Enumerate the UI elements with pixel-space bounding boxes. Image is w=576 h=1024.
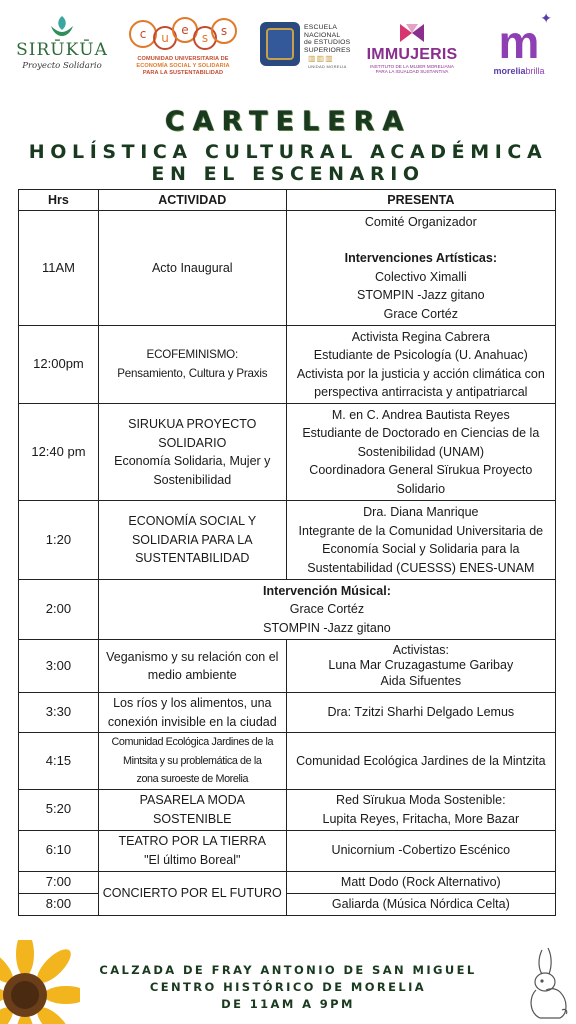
presenta-line: Activistas: bbox=[392, 642, 449, 657]
enes-columns-icon: ▥▥▥ bbox=[308, 54, 334, 63]
morelia-word2: brilla bbox=[525, 66, 545, 76]
presenta-line: Economía Social y Solidaria para la bbox=[322, 542, 520, 556]
presenta-line: perspectiva antirracista y antipatriarcal bbox=[314, 385, 528, 399]
enes-line3: de ESTUDIOS bbox=[304, 39, 351, 47]
row-presenta: Dra: Tzitzi Sharhi Delgado Lemus bbox=[286, 693, 555, 733]
presenta-line: Sustentabilidad (CUESSS) ENES-UNAM bbox=[307, 560, 535, 575]
enes-line4: SUPERIORES bbox=[304, 46, 351, 54]
presenta-line: Activista por la justicia y acción climática con bbox=[296, 366, 545, 381]
presenta-line: Activista Regina Cabrera bbox=[351, 329, 490, 344]
activity-line: Pensamiento, Cultura y Praxis bbox=[117, 366, 268, 380]
row-presenta bbox=[286, 640, 555, 693]
header-hrs: Hrs bbox=[19, 190, 99, 211]
activity-line: SIRUKUA PROYECTO SOLIDARIO bbox=[128, 417, 257, 450]
activity-line: ECONOMÍA SOCIAL Y bbox=[128, 514, 257, 529]
logos-row bbox=[0, 10, 576, 90]
row-presenta bbox=[286, 211, 555, 326]
presenta-line: M. en C. Andrea Bautista Reyes bbox=[331, 407, 510, 422]
footer-line1: CALZADA DE FRAY ANTONIO DE SAN MIGUEL bbox=[99, 963, 477, 977]
sirukua-sub: Proyecto Solidario bbox=[22, 61, 102, 71]
table-row bbox=[19, 733, 556, 790]
presenta-line: Sostenibilidad (UNAM) bbox=[357, 444, 485, 459]
activity-line: Comunidad Ecológica Jardines de la bbox=[111, 736, 274, 748]
svg-text:s: s bbox=[201, 31, 209, 45]
enes-line1: ESCUELA bbox=[304, 24, 338, 31]
row-time: 5:20 bbox=[19, 789, 99, 830]
activity-line: Mintsita y su problemática de la bbox=[123, 754, 262, 767]
cuesss-circles-icon bbox=[125, 14, 241, 56]
presenta-line: Aida Sifuentes bbox=[380, 673, 462, 688]
activity-line: Economía Solidaria, Mujer y bbox=[114, 454, 271, 468]
morelia-wordmark bbox=[478, 66, 560, 76]
row-time: 6:10 bbox=[19, 830, 99, 871]
row-presenta: Comunidad Ecológica Jardines de la Mintzita bbox=[286, 733, 555, 790]
activity-line: Los ríos y los alimentos, una bbox=[113, 696, 272, 710]
enes-small: UNIDAD MORELIA bbox=[308, 64, 347, 69]
row-activity bbox=[98, 830, 286, 871]
table-row bbox=[19, 211, 556, 326]
activity-line: Sostenibilidad bbox=[153, 472, 232, 487]
table-row bbox=[19, 580, 556, 640]
table-row bbox=[19, 404, 556, 501]
row-time: 3:00 bbox=[19, 640, 99, 693]
immujeris-name: IMMUJERIS bbox=[366, 46, 458, 63]
presenta-line: Estudiante de Psicología (U. Anahuac) bbox=[313, 348, 528, 362]
presenta-line: Colectivo Ximalli bbox=[374, 269, 467, 284]
row-activity: Acto Inaugural bbox=[98, 211, 286, 326]
row-activity bbox=[98, 640, 286, 693]
row-activity bbox=[98, 326, 286, 404]
row-time: 7:00 bbox=[19, 871, 99, 893]
unam-seal-icon bbox=[260, 22, 300, 66]
row-presenta: Galiarda (Música Nórdica Celta) bbox=[286, 893, 555, 915]
svg-text:c: c bbox=[139, 27, 147, 41]
row-activity: CONCIERTO POR EL FUTURO bbox=[98, 871, 286, 915]
immujeris-sub1: INSTITUTO DE LA MUJER MORELIANA bbox=[370, 64, 454, 69]
enes-line2: NACIONAL bbox=[304, 31, 341, 39]
presenta-line: Integrante de la Comunidad Universitaria de bbox=[298, 523, 544, 538]
activity-line: SOLIDARIA PARA LA bbox=[131, 532, 253, 547]
rabbit-illustration bbox=[522, 946, 572, 1022]
row-activity: PASARELA MODA SOSTENIBLE bbox=[98, 789, 286, 830]
svg-text:e: e bbox=[181, 23, 189, 37]
table-row bbox=[19, 326, 556, 404]
presenta-line: Estudiante de Doctorado en Ciencias de la bbox=[302, 426, 540, 441]
table-header-row bbox=[19, 190, 556, 211]
svg-text:u: u bbox=[161, 31, 169, 45]
footer-address bbox=[0, 962, 576, 1013]
presenta-line: STOMPIN -Jazz gitano bbox=[357, 288, 485, 303]
page-subtitle-1: HOLÍSTICA CULTURAL ACADÉMICA bbox=[28, 141, 548, 163]
table-row bbox=[19, 871, 556, 893]
row-time: 12:40 pm bbox=[19, 404, 99, 501]
activity-line: Veganismo y su relación con el bbox=[106, 649, 279, 664]
presenta-line: Lupita Reyes, Fritacha, More Bazar bbox=[322, 811, 520, 826]
activity-line: "El último Boreal" bbox=[144, 852, 241, 867]
merged-line: STOMPIN -Jazz gitano bbox=[263, 620, 391, 635]
merged-line: Grace Cortéz bbox=[289, 602, 365, 617]
activity-line: SUSTENTABILIDAD bbox=[135, 551, 250, 566]
row-presenta bbox=[286, 326, 555, 404]
activity-line: TEATRO POR LA TIERRA bbox=[118, 834, 267, 848]
sirukua-logo bbox=[14, 10, 110, 90]
immujeris-mark-icon bbox=[398, 22, 426, 44]
cuesss-logo bbox=[122, 10, 244, 90]
cuesss-line3: PARA LA SUSTENTABILIDAD bbox=[142, 70, 224, 76]
table-row bbox=[19, 789, 556, 830]
merged-line: Intervención Músical: bbox=[263, 583, 391, 598]
footer-line3: DE 11AM A 9PM bbox=[221, 997, 355, 1011]
row-time: 1:20 bbox=[19, 501, 99, 580]
row-presenta bbox=[286, 789, 555, 830]
cuesss-line2: ECONOMÍA SOCIAL Y SOLIDARIA bbox=[136, 63, 230, 69]
row-time: 12:00pm bbox=[19, 326, 99, 404]
row-activity bbox=[98, 404, 286, 501]
immujeris-logo bbox=[356, 10, 468, 90]
activity-line: medio ambiente bbox=[147, 668, 237, 682]
row-time: 2:00 bbox=[19, 580, 99, 640]
morelia-word1: morelia bbox=[493, 66, 526, 76]
activity-line: conexión invisible en la ciudad bbox=[107, 714, 277, 729]
presenta-line: Red Sïrukua Moda Sostenible: bbox=[336, 793, 506, 807]
table-row bbox=[19, 830, 556, 871]
page-subtitle-2: EN EL ESCENARIO bbox=[151, 163, 425, 185]
morelia-brilla-logo bbox=[478, 10, 560, 90]
presenta-line: Luna Mar Cruzagastume Garibay bbox=[328, 658, 514, 673]
footer-line2: CENTRO HISTÓRICO DE MORELIA bbox=[149, 980, 427, 994]
morelia-m: m bbox=[498, 16, 540, 68]
row-activity bbox=[98, 733, 286, 790]
page-title: CARTELERA bbox=[164, 106, 412, 137]
row-activity bbox=[98, 693, 286, 733]
presenta-line: Comité Organizador bbox=[364, 214, 477, 229]
row-presenta: Matt Dodo (Rock Alternativo) bbox=[286, 871, 555, 893]
row-presenta bbox=[286, 404, 555, 501]
presenta-line: Solidario bbox=[396, 481, 446, 496]
table-row bbox=[19, 501, 556, 580]
row-merged-musical bbox=[98, 580, 555, 640]
svg-text:s: s bbox=[220, 24, 228, 38]
presenta-spacer bbox=[289, 231, 553, 249]
sirukua-name: SIRŪKŪA bbox=[16, 40, 108, 60]
sirukua-hands-leaf-icon bbox=[47, 14, 77, 40]
row-presenta bbox=[286, 501, 555, 580]
row-time: 3:30 bbox=[19, 693, 99, 733]
row-time: 11AM bbox=[19, 211, 99, 326]
cuesss-line1: COMUNIDAD UNIVERSITARIA DE bbox=[137, 56, 229, 62]
presenta-line: Coordinadora General Sïrukua Proyecto bbox=[309, 463, 533, 478]
row-activity bbox=[98, 501, 286, 580]
header-actividad: ACTIVIDAD bbox=[98, 190, 286, 211]
row-time: 8:00 bbox=[19, 893, 99, 915]
row-presenta: Unicornium -Cobertizo Escénico bbox=[286, 830, 555, 871]
activity-line: zona suroeste de Morelia bbox=[136, 773, 249, 785]
presenta-line: Intervenciones Artísticas: bbox=[344, 251, 497, 266]
presenta-line: Dra. Diana Manrique bbox=[363, 505, 479, 519]
row-time: 4:15 bbox=[19, 733, 99, 790]
table-row bbox=[19, 693, 556, 733]
schedule-table bbox=[18, 189, 556, 916]
star-icon: ✦ bbox=[540, 10, 552, 26]
activity-line: ECOFEMINISMO: bbox=[146, 348, 238, 361]
header-presenta: PRESENTA bbox=[286, 190, 555, 211]
immujeris-sub2: PARA LA IGUALDAD SUSTANTIVA bbox=[375, 69, 449, 75]
table-row bbox=[19, 640, 556, 693]
presenta-line: Grace Cortéz bbox=[383, 306, 458, 321]
